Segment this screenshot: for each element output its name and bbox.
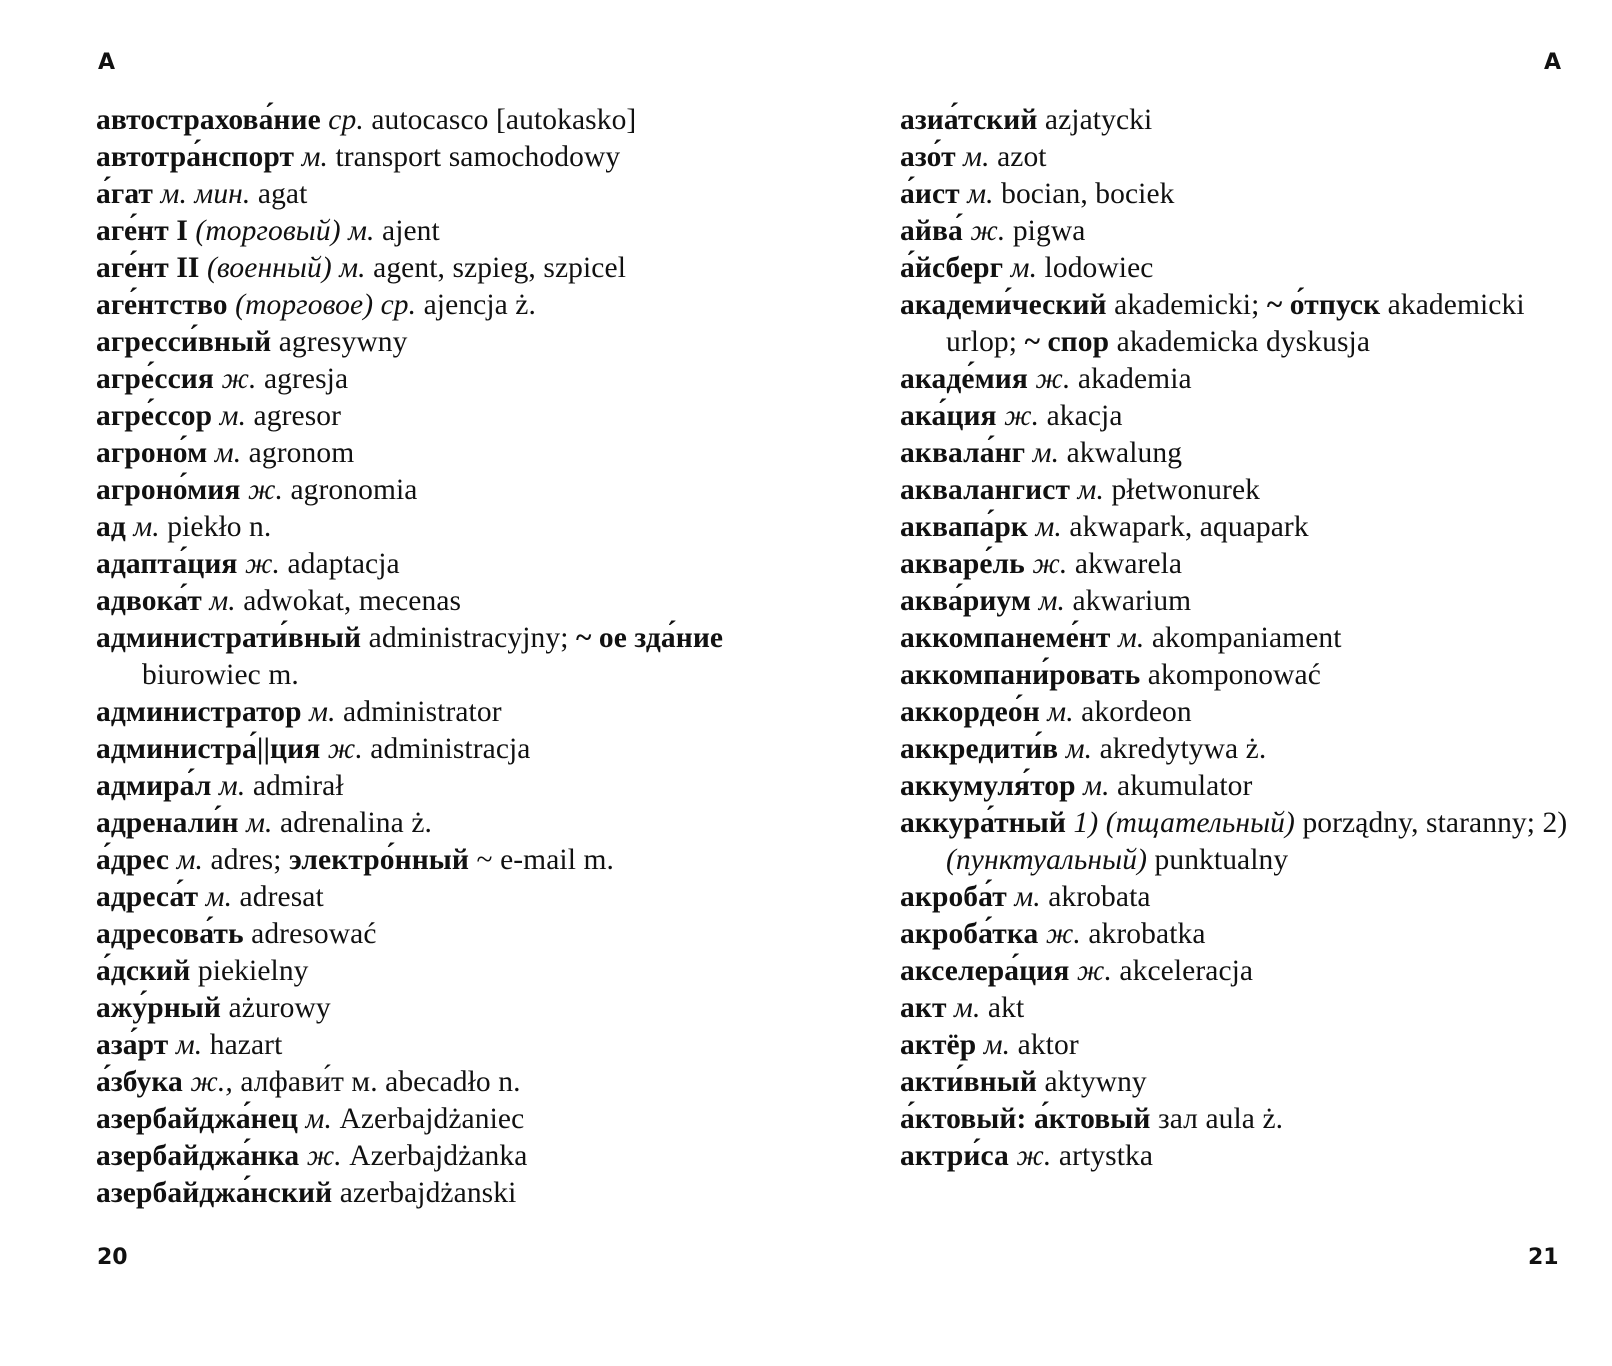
dictionary-entry: а́збука ж., алфави́т м. abecadło n. — [96, 1066, 521, 1098]
dictionary-entry: аккредити́в м. akredytywa ż. — [900, 733, 1267, 765]
dictionary-entry: аквапа́рк м. akwapark, aquapark — [900, 511, 1309, 543]
dictionary-entry: администра́||ция ж. administracja — [96, 733, 531, 765]
left-entry-list — [96, 102, 776, 1212]
dictionary-entry: акроба́т м. akrobata — [900, 881, 1151, 913]
dictionary-entry: адапта́ция ж. adaptacja — [96, 548, 400, 580]
dictionary-entry: аквала́нг м. akwalung — [900, 437, 1183, 469]
dictionary-entry: азиа́тский azjatycki — [900, 104, 1153, 136]
dictionary-entry: акваре́ль ж. akwarela — [900, 548, 1183, 580]
right-page — [806, 0, 1612, 1366]
dictionary-entry: аквалангист м. płetwonurek — [900, 474, 1260, 506]
right-page-header-letter: А — [1544, 50, 1562, 75]
dictionary-entry: азербайджа́нский azerbajdżanski — [96, 1177, 517, 1209]
left-page-header-letter: А — [98, 50, 116, 75]
dictionary-entry: акт м. akt — [900, 992, 1025, 1024]
dictionary-entry: академи́ческий akademicki; ~ о́тпуск akademicki urlop; ~ спор akademicka dyskusja — [900, 289, 1525, 358]
dictionary-entry: агре́ссия ж. agresja — [96, 363, 349, 395]
dictionary-entry: акроба́тка ж. akrobatka — [900, 918, 1206, 950]
dictionary-entry: агроно́м м. agronom — [96, 437, 355, 469]
dictionary-entry: агресси́вный agresywny — [96, 326, 408, 358]
dictionary-entry: автотра́нспорт м. transport samochodowy — [96, 141, 621, 173]
dictionary-entry: ад м. piekło n. — [96, 511, 272, 543]
dictionary-entry: аге́нт II (военный) м. agent, szpieg, szpicel — [96, 252, 626, 284]
dictionary-entry: актри́са ж. artystka — [900, 1140, 1154, 1172]
dictionary-entry: а́дский piekielny — [96, 955, 309, 987]
dictionary-entry: агре́ссор м. agresor — [96, 400, 342, 432]
dictionary-entry: азербайджа́нка ж. Azerbajdżanka — [96, 1140, 528, 1172]
dictionary-entry: азербайджа́нец м. Azerbajdżaniec — [96, 1103, 525, 1135]
dictionary-entry: а́гат м. мин. agat — [96, 178, 308, 210]
dictionary-entry: а́ист м. bocian, bociek — [900, 178, 1175, 210]
dictionary-entry: адвока́т м. adwokat, mecenas — [96, 585, 462, 617]
dictionary-entry: аза́рт м. hazart — [96, 1029, 283, 1061]
dictionary-entry: адренали́н м. adrenalina ż. — [96, 807, 432, 839]
dictionary-entry: акаде́мия ж. akademia — [900, 363, 1192, 395]
dictionary-entry: аккура́тный 1) (тщательный) porządny, staranny; 2) (пунктуальный) punktualny — [900, 807, 1568, 876]
dictionary-entry: администратор м. administrator — [96, 696, 502, 728]
left-page-number: 20 — [97, 1245, 128, 1270]
dictionary-entry: адреса́т м. adresat — [96, 881, 324, 913]
dictionary-entry: аккумуля́тор м. akumulator — [900, 770, 1253, 802]
dictionary-entry: акселера́ция ж. akceleracja — [900, 955, 1254, 987]
dictionary-entry: а́дрес м. adres; электро́нный ~ e-mail m. — [96, 844, 615, 876]
dictionary-entry: айва́ ж. pigwa — [900, 215, 1086, 247]
dictionary-entry: а́ктовый: а́ктовый зал aula ż. — [900, 1103, 1284, 1135]
dictionary-entry: ака́ция ж. akacja — [900, 400, 1123, 432]
dictionary-entry: агроно́мия ж. agronomia — [96, 474, 418, 506]
dictionary-entry: аге́нтство (торговое) ср. ajencja ż. — [96, 289, 536, 321]
right-entry-list — [900, 102, 1600, 1175]
dictionary-entry: а́йсберг м. lodowiec — [900, 252, 1154, 284]
dictionary-entry: автострахова́ние ср. autocasco [autokasko] — [96, 104, 637, 136]
dictionary-entry: аге́нт I (торговый) м. ajent — [96, 215, 440, 247]
dictionary-entry: аккордео́н м. akordeon — [900, 696, 1192, 728]
dictionary-entry: адмира́л м. admirał — [96, 770, 344, 802]
dictionary-entry: аккомпанеме́нт м. akompaniament — [900, 622, 1342, 654]
dictionary-entry: администрати́вный administracyjny; ~ ое зда́ние biurowiec m. — [96, 622, 724, 691]
dictionary-entry: ажу́рный ażurowy — [96, 992, 331, 1024]
dictionary-entry: аккомпани́ровать akomponować — [900, 659, 1321, 691]
right-page-number: 21 — [1528, 1245, 1559, 1270]
dictionary-entry: адресова́ть adresować — [96, 918, 377, 950]
dictionary-entry: азо́т м. azot — [900, 141, 1047, 173]
dictionary-entry: актёр м. aktor — [900, 1029, 1079, 1061]
dictionary-entry: аква́риум м. akwarium — [900, 585, 1192, 617]
dictionary-entry: акти́вный aktywny — [900, 1066, 1147, 1098]
